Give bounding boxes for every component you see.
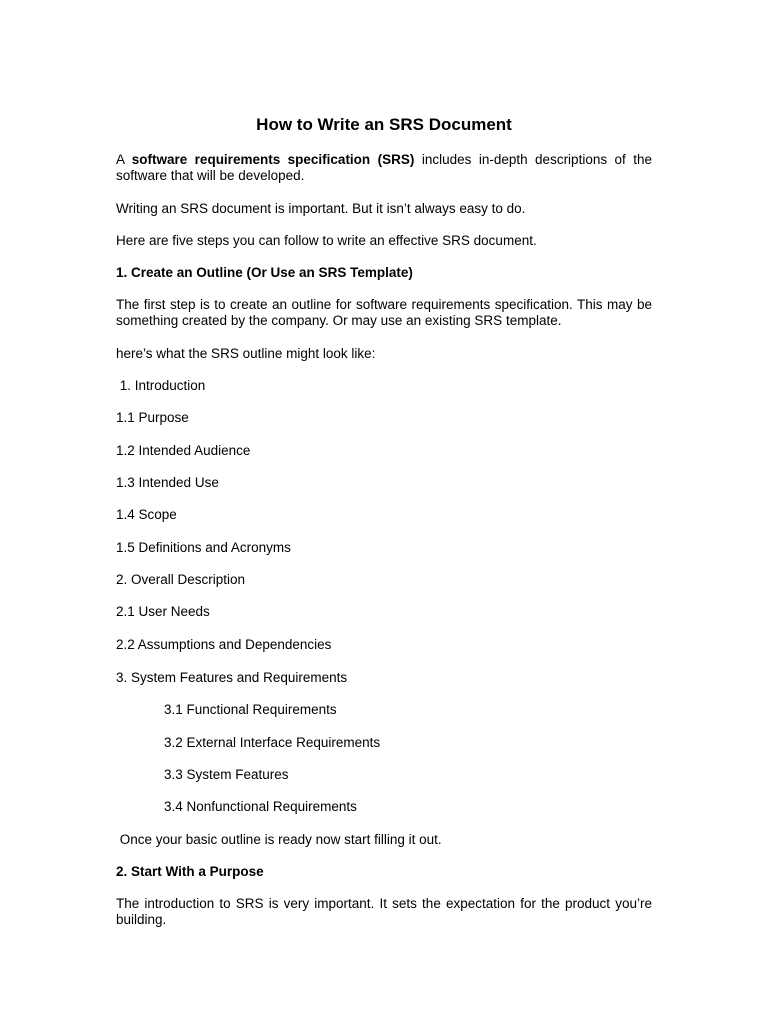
outline-item: 1.4 Scope	[116, 507, 177, 522]
outline-item: 1.5 Definitions and Acronyms	[116, 540, 291, 555]
outline-subitem: 3.1 Functional Requirements	[164, 702, 337, 717]
outline-item: 2.2 Assumptions and Dependencies	[116, 637, 332, 652]
intro-prefix: A	[116, 152, 132, 167]
outline-subitem: 3.4 Nonfunctional Requirements	[164, 799, 357, 814]
paragraph-purpose: The introduction to SRS is very important. It sets the expectation for the product you’re building.	[116, 896, 652, 927]
paragraph-outline-intro: here’s what the SRS outline might look like:	[116, 346, 376, 361]
paragraph-important: Writing an SRS document is important. But it isn’t always easy to do.	[116, 201, 526, 216]
intro-bold-term: software requirements specification (SRS)	[131, 152, 415, 167]
heading-step-2: 2. Start With a Purpose	[116, 864, 264, 879]
outline-item: 2. Overall Description	[116, 572, 246, 587]
heading-step-1: 1. Create an Outline (Or Use an SRS Template)	[116, 265, 413, 280]
paragraph-outline: The first step is to create an outline for software requirements specification. This may be something created by the company. Or may use an existing SRS template.	[116, 297, 652, 328]
outline-subitem: 3.3 System Features	[164, 767, 289, 782]
outline-item: 1.3 Intended Use	[116, 475, 219, 490]
intro-suffix: includes in-depth descriptions of the software that will be developed.	[116, 152, 653, 183]
outline-item: 1.2 Intended Audience	[116, 443, 251, 458]
paragraph-fill: Once your basic outline is ready now start filling it out.	[116, 832, 442, 847]
outline-item: 1. Introduction	[116, 378, 206, 393]
document-title: How to Write an SRS Document	[256, 115, 512, 134]
paragraph-steps: Here are five steps you can follow to write an effective SRS document.	[116, 233, 537, 248]
outline-item: 2.1 User Needs	[116, 604, 210, 619]
outline-subitem: 3.2 External Interface Requirements	[164, 735, 381, 750]
intro-paragraph	[116, 152, 652, 184]
outline-item: 3. System Features and Requirements	[116, 670, 348, 685]
outline-item: 1.1 Purpose	[116, 410, 189, 425]
